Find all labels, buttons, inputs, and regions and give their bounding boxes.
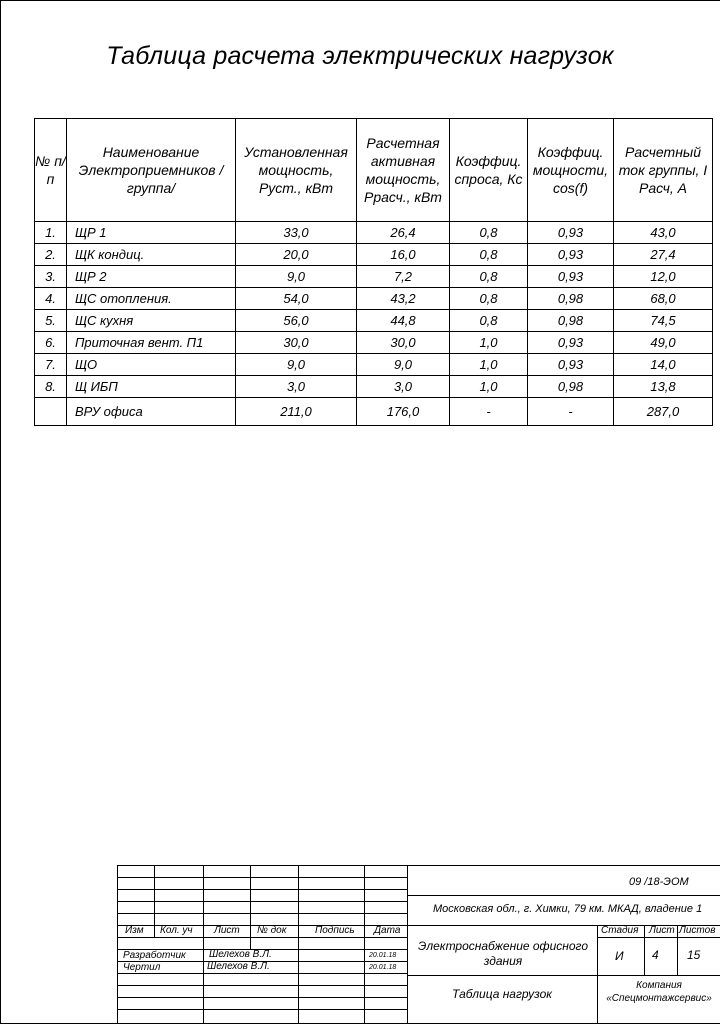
cell-current: 12,0 [614,266,713,288]
cell-power-factor: 0,98 [528,376,614,398]
cell-installed-power: 33,0 [236,222,357,244]
cell-name: ЩР 1 [67,222,236,244]
header-number: № п/п [35,119,67,222]
cell-demand-factor: 0,8 [450,244,528,266]
cell-demand-factor: 0,8 [450,310,528,332]
table-row [35,310,713,332]
cell-current: 68,0 [614,288,713,310]
project-title: Электроснабжение офисного здания [418,939,588,968]
table-row [35,354,713,376]
drafter-role: Чертил [123,962,161,973]
cell-demand-factor: - [450,398,528,426]
developer-role: Разработчик [123,950,186,961]
col-header-doc-number: № док [257,925,287,936]
cell-number: 6. [35,332,67,354]
cell-name: ЩО [67,354,236,376]
col-header-date: Дата [374,925,401,936]
header-power-factor: Коэффиц. мощности, cos(f) [528,119,614,222]
table-row [35,222,713,244]
sheet-value: 4 [652,948,659,962]
cell-installed-power: 9,0 [236,266,357,288]
sheet-title: Таблица нагрузок [452,987,552,1001]
header-demand-factor: Коэффиц. спроса, Кс [450,119,528,222]
table-row [35,244,713,266]
cell-active-power: 30,0 [357,332,450,354]
cell-current: 43,0 [614,222,713,244]
cell-demand-factor: 0,8 [450,222,528,244]
cell-name: ЩР 2 [67,266,236,288]
cell-demand-factor: 1,0 [450,376,528,398]
developer-name: Шелехов В.Л. [209,949,272,960]
cell-installed-power: 211,0 [236,398,357,426]
cell-number: 1. [35,222,67,244]
cell-current: 49,0 [614,332,713,354]
cell-active-power: 3,0 [357,376,450,398]
cell-power-factor: 0,93 [528,354,614,376]
sheet-label: Лист [649,925,675,936]
cell-power-factor: 0,93 [528,244,614,266]
table-row [35,266,713,288]
cell-demand-factor: 1,0 [450,354,528,376]
cell-active-power: 26,4 [357,222,450,244]
cell-power-factor: 0,93 [528,266,614,288]
header-installed-power: Установленная мощность, Руст., кВт [236,119,357,222]
cell-active-power: 16,0 [357,244,450,266]
stage-label: Стадия [601,925,639,936]
cell-name: ЩК кондиц. [67,244,236,266]
cell-active-power: 176,0 [357,398,450,426]
table-row [35,376,713,398]
cell-installed-power: 56,0 [236,310,357,332]
header-active-power: Расчетная активная мощность, Ррасч., кВт [357,119,450,222]
drafter-date: 20.01.18 [369,964,397,971]
cell-active-power: 9,0 [357,354,450,376]
cell-power-factor: - [528,398,614,426]
cell-demand-factor: 0,8 [450,266,528,288]
table-row [35,288,713,310]
cell-current: 287,0 [614,398,713,426]
cell-demand-factor: 0,8 [450,288,528,310]
cell-name: Щ ИБП [67,376,236,398]
cell-number: 7. [35,354,67,376]
cell-number [35,398,67,426]
col-header-qty: Кол. уч [160,925,193,936]
cell-demand-factor: 1,0 [450,332,528,354]
cell-number: 5. [35,310,67,332]
cell-name: ЩС кухня [67,310,236,332]
col-header-signature: Подпись [315,925,355,936]
page-title: Таблица расчета электрических нагрузок [106,42,614,70]
cell-number: 3. [35,266,67,288]
cell-name: ВРУ офиса [67,398,236,426]
title-block [117,865,720,1023]
sheets-value: 15 [687,948,701,962]
doc-code: 09 /18-ЭОМ [629,876,689,888]
table-header-row [35,119,713,222]
cell-current: 13,8 [614,376,713,398]
cell-power-factor: 0,98 [528,288,614,310]
cell-installed-power: 3,0 [236,376,357,398]
stage-value: И [615,949,624,963]
object-address: Московская обл., г. Химки, 79 км. МКАД, владение 1 [433,903,703,915]
cell-number: 8. [35,376,67,398]
cell-current: 14,0 [614,354,713,376]
col-header-change: Изм [125,925,144,936]
header-current: Расчетный ток группы, I Расч, А [614,119,713,222]
table-row [35,332,713,354]
header-name: Наименование Электроприемников /группа/ [67,119,236,222]
cell-number: 4. [35,288,67,310]
company-name: Компания «Спецмонтажсервис» [606,980,712,1004]
cell-installed-power: 9,0 [236,354,357,376]
cell-active-power: 43,2 [357,288,450,310]
loads-table [34,118,713,426]
cell-current: 27,4 [614,244,713,266]
cell-installed-power: 54,0 [236,288,357,310]
cell-number: 2. [35,244,67,266]
drafter-name: Шелехов В.Л. [207,961,270,972]
col-header-sheet: Лист [214,925,240,936]
cell-installed-power: 20,0 [236,244,357,266]
cell-active-power: 7,2 [357,266,450,288]
cell-installed-power: 30,0 [236,332,357,354]
cell-name: ЩС отопления. [67,288,236,310]
cell-power-factor: 0,98 [528,310,614,332]
cell-current: 74,5 [614,310,713,332]
table-row [35,398,713,426]
cell-power-factor: 0,93 [528,332,614,354]
cell-power-factor: 0,93 [528,222,614,244]
developer-date: 20.01.18 [369,952,397,959]
cell-name: Приточная вент. П1 [67,332,236,354]
sheets-label: Листов [679,925,716,936]
cell-active-power: 44,8 [357,310,450,332]
